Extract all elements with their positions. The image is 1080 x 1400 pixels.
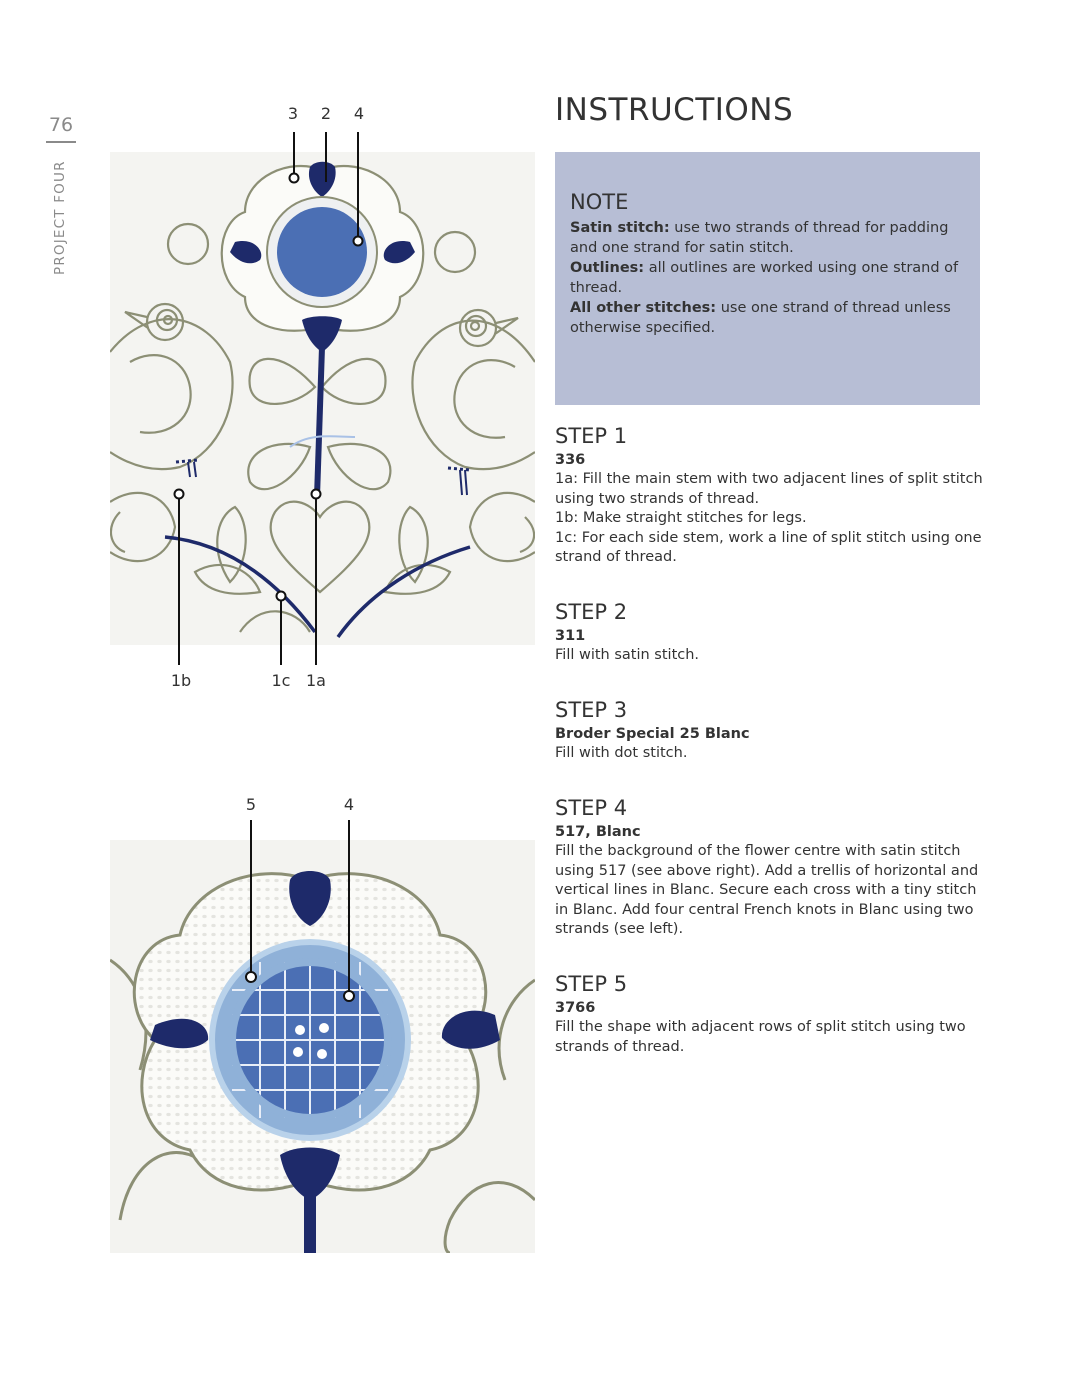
leader-line-1b [178,645,180,665]
step-title: STEP 2 [555,600,628,624]
leader-line-5 [250,820,252,840]
step-title: STEP 3 [555,698,628,722]
callout-label-4-detail: 4 [343,795,355,814]
step-line: 1b: Make straight stitches for legs. [555,510,807,526]
step-2 [555,598,983,666]
section-label: PROJECT FOUR [52,160,68,275]
step-line: Fill with satin stitch. [555,647,700,663]
note-title: NOTE [570,190,629,214]
callout-label-5: 5 [245,795,257,814]
page-number: 76 [48,114,74,136]
note-text: use one strand of thread unless otherwise specified. [570,300,951,336]
note-label: Satin stitch: [570,220,670,236]
leader-line-4-detail [348,820,350,840]
step-3 [555,696,983,764]
callout-label-1a: 1a [306,671,326,690]
leader-line-4 [357,132,359,152]
step-text [555,646,983,666]
step-text [555,1018,983,1057]
step-text [555,744,983,764]
step-line: Fill the shape with adjacent rows of split stitch using two strands of thread. [555,1019,966,1055]
note-label: All other stitches: [570,300,717,316]
note-line [570,218,965,258]
callout-label-4: 4 [353,104,365,123]
step-5 [555,970,983,1057]
leader-line-2 [325,132,327,152]
page-number-rule [46,141,76,143]
embroidery-flower-detail-illustration [110,840,535,1253]
callout-label-3: 3 [287,104,299,123]
step-line: Fill the background of the flower centre with satin stitch using 517 (see above right). Add a trellis of horizontal and vertical lines in Blanc. Secure each cross with a tiny stitch in Blanc. Add four central French knots in Blanc using two strands (see left). [555,843,979,937]
step-thread: 517, Blanc [555,824,641,840]
step-title: STEP 1 [555,424,628,448]
step-title: STEP 4 [555,796,628,820]
step-thread: 336 [555,452,586,468]
step-thread: 3766 [555,1000,596,1016]
note-label: Outlines: [570,260,645,276]
embroidery-photo-full-design [110,152,535,645]
step-line: 1a: Fill the main stem with two adjacent lines of split stitch using two strands of thread. [555,471,983,507]
step-1 [555,422,983,568]
step-text [555,842,983,940]
step-line: 1c: For each side stem, work a line of split stitch using one strand of thread. [555,529,982,565]
leader-line-1a [315,645,317,665]
note-line [570,258,965,298]
embroidery-photo-flower-detail [110,840,535,1253]
embroidery-full-design-illustration [110,152,535,645]
step-4 [555,794,983,940]
callout-label-2: 2 [320,104,332,123]
leader-line-3 [293,132,295,152]
note-text: use two strands of thread for padding and one strand for satin stitch. [570,220,949,256]
note-body [570,218,965,338]
step-thread: 311 [555,628,586,644]
step-text [555,470,983,568]
step-thread: Broder Special 25 Blanc [555,726,750,742]
callout-label-1c: 1c [271,671,291,690]
callout-label-1b: 1b [170,671,192,690]
note-text: all outlines are worked using one strand of thread. [570,260,959,296]
instructions-heading: INSTRUCTIONS [555,92,794,128]
leader-line-1c [280,645,282,665]
note-line [570,298,965,338]
note-box [555,152,980,405]
step-title: STEP 5 [555,972,628,996]
step-line: Fill with dot stitch. [555,745,688,761]
